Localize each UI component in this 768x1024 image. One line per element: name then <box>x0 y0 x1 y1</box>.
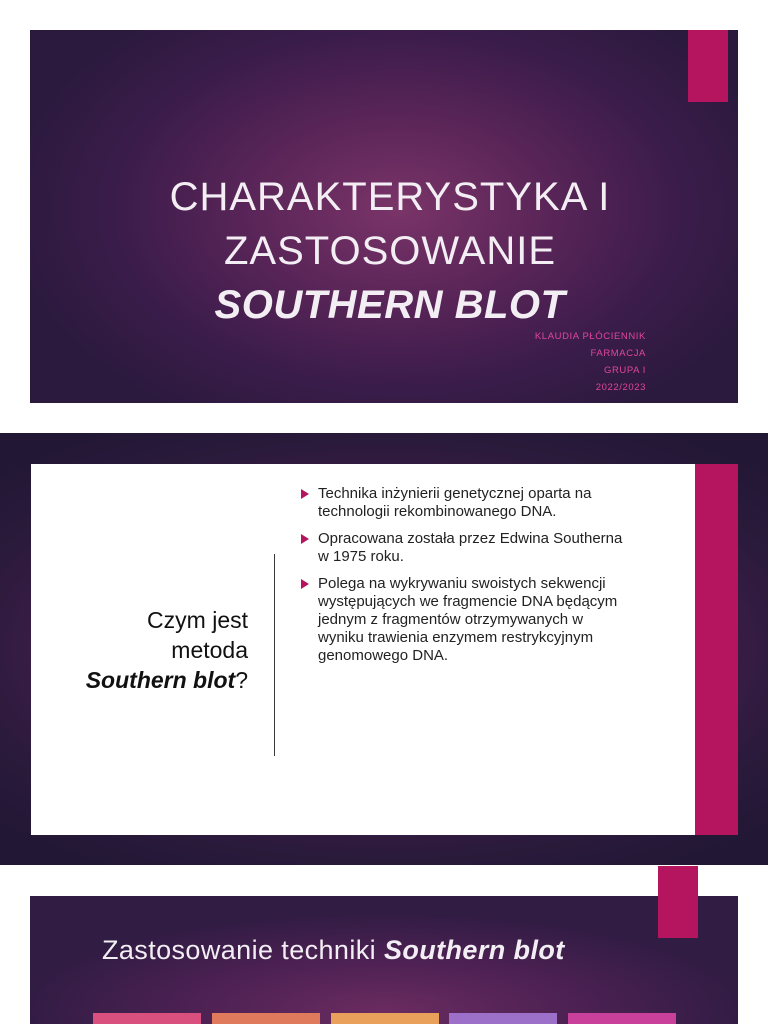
bullet-text: Opracowana została przez Edwina Southerna w 1975 roku. <box>318 530 623 565</box>
color-box <box>568 1013 676 1024</box>
title-bold: Southern blot <box>383 935 565 965</box>
list-item <box>301 530 631 566</box>
accent-bar <box>695 464 738 835</box>
title-slide <box>30 30 738 403</box>
question-bold: Southern blot <box>85 667 236 693</box>
content-slide <box>0 433 768 865</box>
color-box <box>331 1013 439 1024</box>
bullet-text: Technika inżynierii genetycznej oparta na technologii rekombinowanego DNA. <box>318 485 592 520</box>
slide-title <box>102 933 565 967</box>
title-line-2: ZASTOSOWANIE <box>223 229 557 273</box>
question-line-1: Czym jest <box>147 607 248 633</box>
list-item <box>301 485 631 521</box>
question-line-3 <box>40 665 248 695</box>
bullet-arrow-icon <box>301 489 309 499</box>
author-info <box>535 328 646 396</box>
bullet-arrow-icon <box>301 579 309 589</box>
title-line-3: SOUTHERN BLOT <box>214 283 566 327</box>
question-line-2: metoda <box>171 637 248 663</box>
group-label: GRUPA I <box>603 365 646 376</box>
accent-tab <box>688 30 728 102</box>
academic-year: 2022/2023 <box>595 382 646 393</box>
title-plain: Zastosowanie techniki <box>102 935 384 965</box>
accent-tab <box>658 866 698 938</box>
field-of-study: FARMACJA <box>590 348 646 359</box>
title-line-1: CHARAKTERYSTYKA I <box>169 175 611 219</box>
color-box <box>212 1013 320 1024</box>
slide-title <box>140 170 640 332</box>
list-item <box>301 575 631 665</box>
color-box <box>449 1013 557 1024</box>
question-mark: ? <box>235 667 248 693</box>
bullet-arrow-icon <box>301 534 309 544</box>
bullet-list <box>301 485 631 674</box>
color-box <box>93 1013 201 1024</box>
slide-question <box>40 605 248 695</box>
author-name: KLAUDIA PŁÓCIENNIK <box>534 331 646 342</box>
vertical-divider <box>274 554 275 756</box>
bullet-text: Polega na wykrywaniu swoistych sekwencji występujących we fragmencie DNA będącym jednym z fragmentów otrzymywanych w wyniku trawienia enzymem restrykcyjnym genomowego DNA. <box>318 575 618 664</box>
